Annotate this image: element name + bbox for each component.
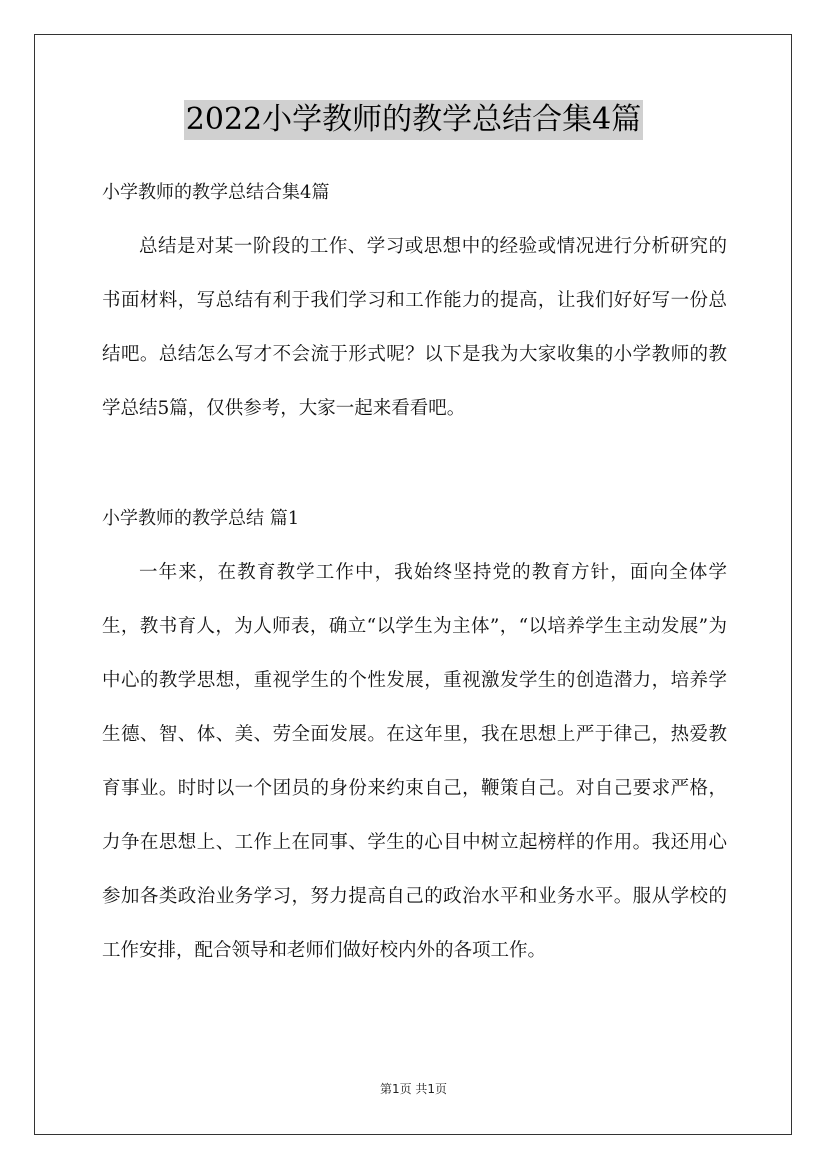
intro-paragraph: 总结是对某一阶段的工作、学习或思想中的经验或情况进行分析研究的书面材料，写总结有利于我们学习和工作能力的提高，让我们好好写一份总结吧。总结怎么写才不会流于形式呢？以下是我为大家收集的小学教师的教学总结5篇，仅供参考，大家一起来看看吧。 — [102, 236, 727, 419]
document-subtitle: 小学教师的教学总结合集4篇 — [102, 182, 330, 203]
title-container — [0, 100, 827, 140]
document-title: 2022小学教师的教学总结合集4篇 — [184, 100, 643, 140]
section-heading: 小学教师的教学总结 篇1 — [102, 508, 300, 529]
section-body-paragraph: 一年来，在教育教学工作中，我始终坚持党的教育方针，面向全体学生，教书育人，为人师表，确立“以学生为主体”，“以培养学生主动发展”为中心的教学思想，重视学生的个性发展，重视激发学生的创造潜力，培养学生德、智、体、美、劳全面发展。在这年里，我在思想上严于律己，热爱教育事业。时时以一个团员的身份来约束自己，鞭策自己。对自己要求严格，力争在思想上、工作上在同事、学生的心目中树立起榜样的作用。我还用心参加各类政治业务学习，努力提高自己的政治水平和业务水平。服从学校的工作安排，配合领导和老师们做好校内外的各项工作。 — [102, 562, 727, 961]
page-footer: 第1页 共1页 — [379, 1082, 448, 1096]
